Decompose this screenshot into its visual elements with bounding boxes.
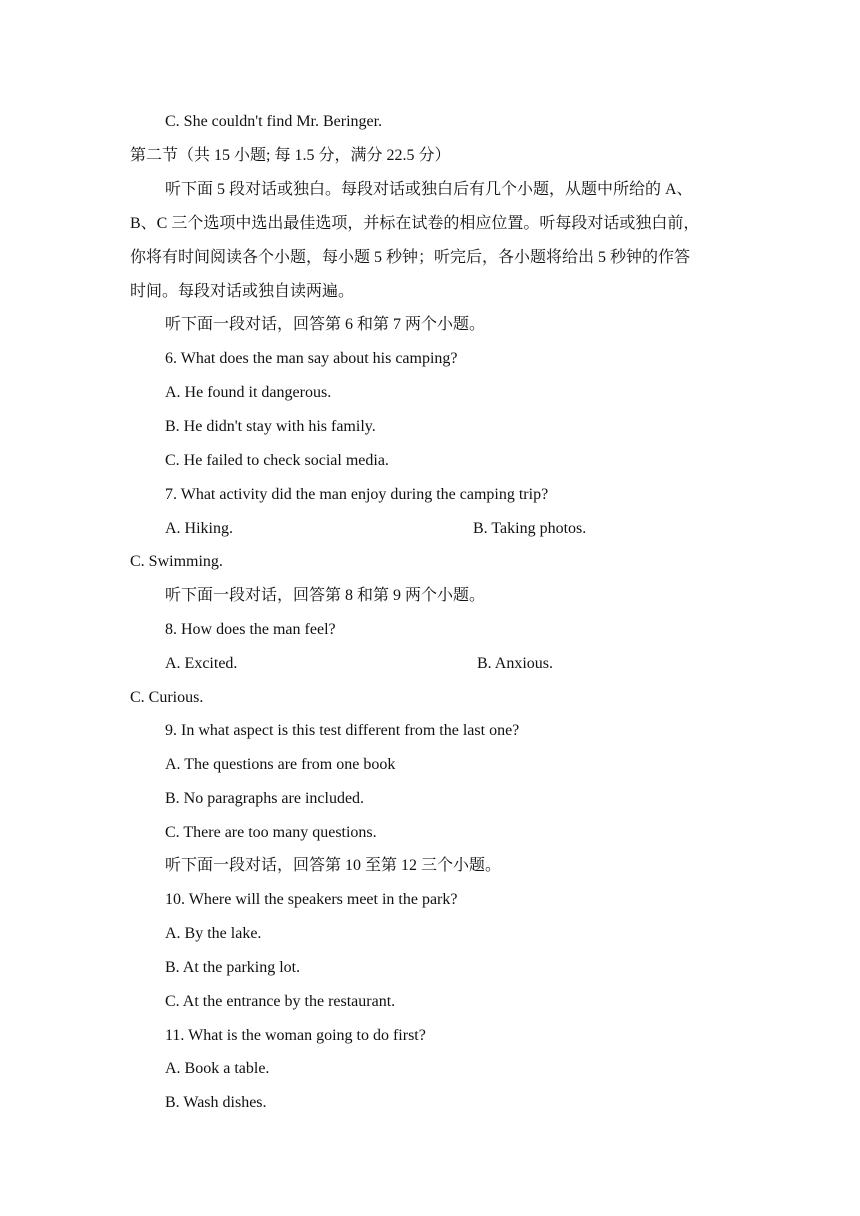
instructions-line-2: B、C 三个选项中选出最佳选项，并标在试卷的相应位置。听每段对话或独白前， — [130, 215, 700, 232]
question-6: 6. What does the man say about his camping? — [165, 350, 458, 367]
question-9: 9. In what aspect is this test different from the last one? — [165, 722, 520, 739]
q8-option-a: A. Excited. — [165, 655, 238, 672]
dialogue-intro-6-7: 听下面一段对话，回答第 6 和第 7 两个小题。 — [165, 316, 486, 333]
q7-option-a: A. Hiking. — [165, 520, 233, 537]
q11-option-b: B. Wash dishes. — [165, 1094, 267, 1111]
q5-option-c: C. She couldn't find Mr. Beringer. — [165, 113, 383, 130]
q10-option-b: B. At the parking lot. — [165, 959, 301, 976]
question-11: 11. What is the woman going to do first? — [165, 1027, 426, 1044]
q7-option-c: C. Swimming. — [130, 553, 223, 570]
dialogue-intro-10-12: 听下面一段对话，回答第 10 至第 12 三个小题。 — [165, 857, 502, 874]
q6-option-b: B. He didn't stay with his family. — [165, 418, 376, 435]
q9-option-b: B. No paragraphs are included. — [165, 790, 365, 807]
q6-option-a: A. He found it dangerous. — [165, 384, 332, 401]
q8-option-c: C. Curious. — [130, 689, 204, 706]
instructions-line-3: 你将有时间阅读各个小题，每小题 5 秒钟；听完后，各小题将给出 5 秒钟的作答 — [130, 249, 691, 266]
q9-option-a: A. The questions are from one book — [165, 756, 396, 773]
instructions-line-4: 时间。每段对话或独自读两遍。 — [130, 283, 355, 300]
q10-option-a: A. By the lake. — [165, 925, 262, 942]
question-10: 10. Where will the speakers meet in the park? — [165, 891, 458, 908]
question-8: 8. How does the man feel? — [165, 621, 336, 638]
dialogue-intro-8-9: 听下面一段对话，回答第 8 和第 9 两个小题。 — [165, 587, 486, 604]
instructions-line-1: 听下面 5 段对话或独白。每段对话或独白后有几个小题，从题中所给的 A、 — [165, 181, 693, 198]
question-7: 7. What activity did the man enjoy during the camping trip? — [165, 486, 549, 503]
q10-option-c: C. At the entrance by the restaurant. — [165, 993, 396, 1010]
q11-option-a: A. Book a table. — [165, 1060, 270, 1077]
q9-option-c: C. There are too many questions. — [165, 824, 377, 841]
q8-option-b: B. Anxious. — [477, 655, 554, 672]
section-two-heading: 第二节（共 15 小题; 每 1.5 分，满分 22.5 分） — [130, 147, 451, 164]
q7-option-b: B. Taking photos. — [473, 520, 587, 537]
q6-option-c: C. He failed to check social media. — [165, 452, 389, 469]
